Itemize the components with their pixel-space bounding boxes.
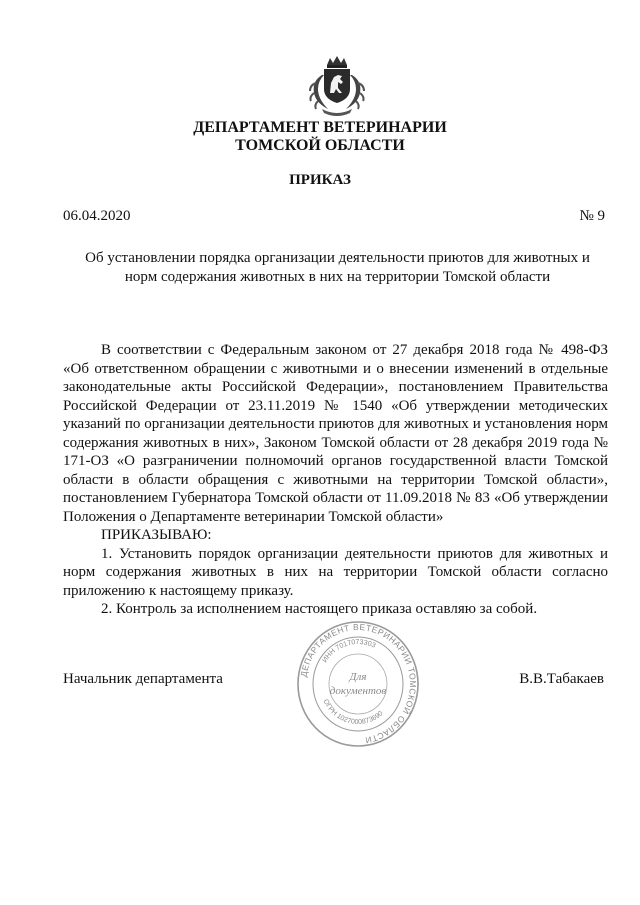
order-subject <box>70 249 605 287</box>
stamp-center-line1: Для <box>349 671 367 683</box>
official-stamp <box>296 620 420 748</box>
signer-name: В.В.Табакаев <box>519 671 604 687</box>
order-item-1: 1. Установить порядок организации деятельности приютов для животных и норм содержания животных в них на территории Томской области согласно приложению к настоящему приказу. <box>63 545 608 599</box>
preamble-paragraph: В соответствии с Федеральным законом от 27 декабря 2018 года № 498-ФЗ «Об ответственном обращении с животными и о внесении изменений в отдельные законодательные акты Российской Федерации», постановлением Правительства Российской Федерации от 23.11.2019 № 1540 «Об утверждении методических указаний по организации деятельности приютов для животных и установления норм содержания животных в них», Законом Томской области от 28 декабря 2019 года № 171-ОЗ «О разграничении полномочий органов государственной власти Томской области в области обращения с животными на территории Томской области», постановлением Губернатора Томской области от 11.09.2018 № 83 «Об утверждении Положения о Департаменте ветеринарии Томской области» <box>63 342 608 525</box>
order-item-2: 2. Контроль за исполнением настоящего приказа оставляю за собой. <box>101 601 538 617</box>
tomsk-coat-of-arms-icon <box>300 55 374 119</box>
order-subject-line2: норм содержания животных в них на территории Томской области <box>124 269 551 285</box>
department-name-line2: ТОМСКОЙ ОБЛАСТИ <box>235 137 405 154</box>
order-body <box>63 341 608 619</box>
order-word: ПРИКАЗЫВАЮ: <box>101 527 212 543</box>
order-subject-line1: Об установлении порядка организации деятельности приютов для животных и <box>85 250 590 266</box>
stamp-inn-text: ИНН 7017073303 <box>321 638 377 665</box>
stamp-center-line2: документов <box>329 685 387 697</box>
document-title: ПРИКАЗ <box>289 172 351 188</box>
order-date: 06.04.2020 <box>63 208 131 224</box>
stamp-ogrn-text: ОГРН 1027000873690 <box>321 698 385 727</box>
stamp-outer-text: ДЕПАРТАМЕНТ ВЕТЕРИНАРИИ ТОМСКОЙ ОБЛАСТИ <box>298 621 419 746</box>
department-name-line1: ДЕПАРТАМЕНТ ВЕТЕРИНАРИИ <box>193 119 447 136</box>
order-number: № 9 <box>579 208 605 224</box>
svg-text:ИНН 7017073303 <box>321 639 376 664</box>
signer-position: Начальник департамента <box>63 671 223 687</box>
